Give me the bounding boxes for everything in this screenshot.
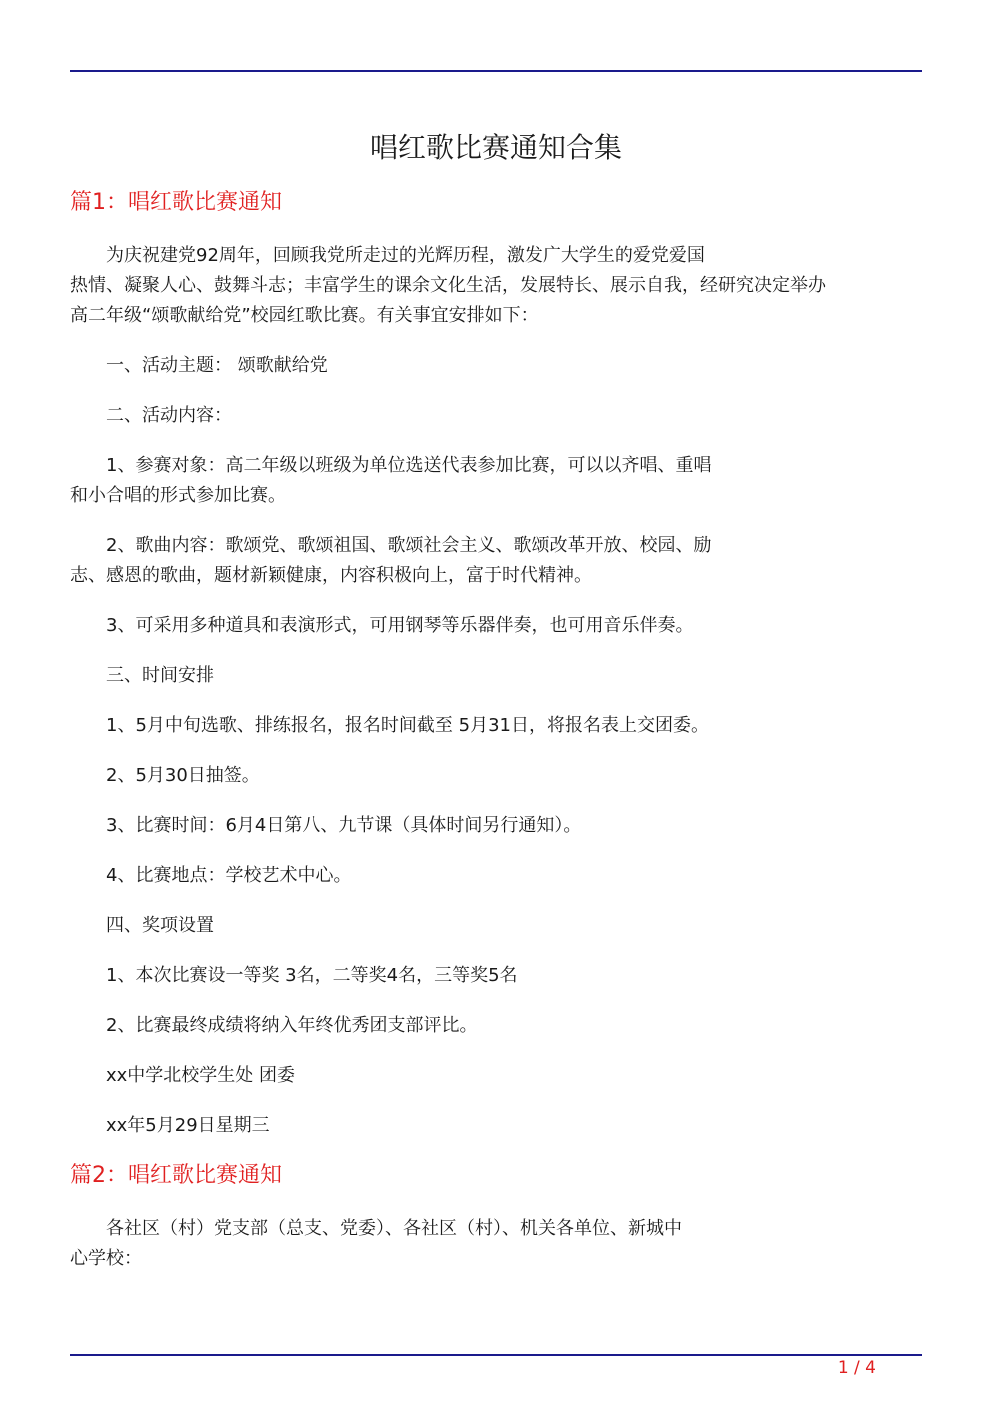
awards-heading: 四、奖项设置: [70, 915, 214, 936]
section-2-intro: 各社区（村）党支部（总支、党委）、各社区（村）、机关各单位、新城中 心学校：: [70, 1218, 682, 1269]
section-2-heading: 篇2：唱红歌比赛通知: [70, 1163, 282, 1188]
document-title: 唱红歌比赛通知合集: [369, 131, 622, 164]
signature: xx中学北校学生处 团委: [70, 1065, 296, 1086]
section-1-heading: 篇1：唱红歌比赛通知: [70, 190, 282, 215]
schedule-heading: 三、时间安排: [70, 665, 214, 686]
schedule-item-3: 3、比赛时间：6月4日第八、九节课（具体时间另行通知）。: [70, 815, 582, 836]
footer-rule: [70, 1354, 922, 1356]
awards-item-1: 1、本次比赛设一等奖 3名，二等奖4名，三等奖5名: [70, 965, 518, 986]
schedule-item-1: 1、5月中旬选歌、排练报名，报名时间截至 5月31日，将报名表上交团委。: [70, 715, 709, 736]
page-number: 1 / 4: [837, 1358, 876, 1378]
section-1-intro: 为庆祝建党92周年，回顾我党所走过的光辉历程，激发广大学生的爱党爱国 热情、凝聚人心、鼓舞斗志；丰富学生的课余文化生活，发展特长、展示自我，经研究决定举办 高二年级“颂歌献给党”校园红歌比赛。有关事宜安排如下：: [70, 245, 826, 326]
activity-theme: 一、活动主题： 颂歌献给党: [70, 355, 328, 376]
notice-date: xx年5月29日星期三: [70, 1115, 270, 1136]
content-item-3: 3、可采用多种道具和表演形式，可用钢琴等乐器伴奏，也可用音乐伴奏。: [70, 615, 694, 636]
awards-item-2: 2、比赛最终成绩将纳入年终优秀团支部评比。: [70, 1015, 478, 1036]
header-rule: [70, 70, 922, 72]
content-item-1: 1、参赛对象：高二年级以班级为单位选送代表参加比赛，可以以齐唱、重唱 和小合唱的形式参加比赛。: [70, 455, 712, 506]
schedule-item-4: 4、比赛地点：学校艺术中心。: [70, 865, 352, 886]
content-item-2: 2、歌曲内容：歌颂党、歌颂祖国、歌颂社会主义、歌颂改革开放、校园、励 志、感恩的歌曲，题材新颖健康，内容积极向上，富于时代精神。: [70, 535, 712, 586]
schedule-item-2: 2、5月30日抽签。: [70, 765, 260, 786]
activity-content-heading: 二、活动内容：: [70, 405, 232, 426]
